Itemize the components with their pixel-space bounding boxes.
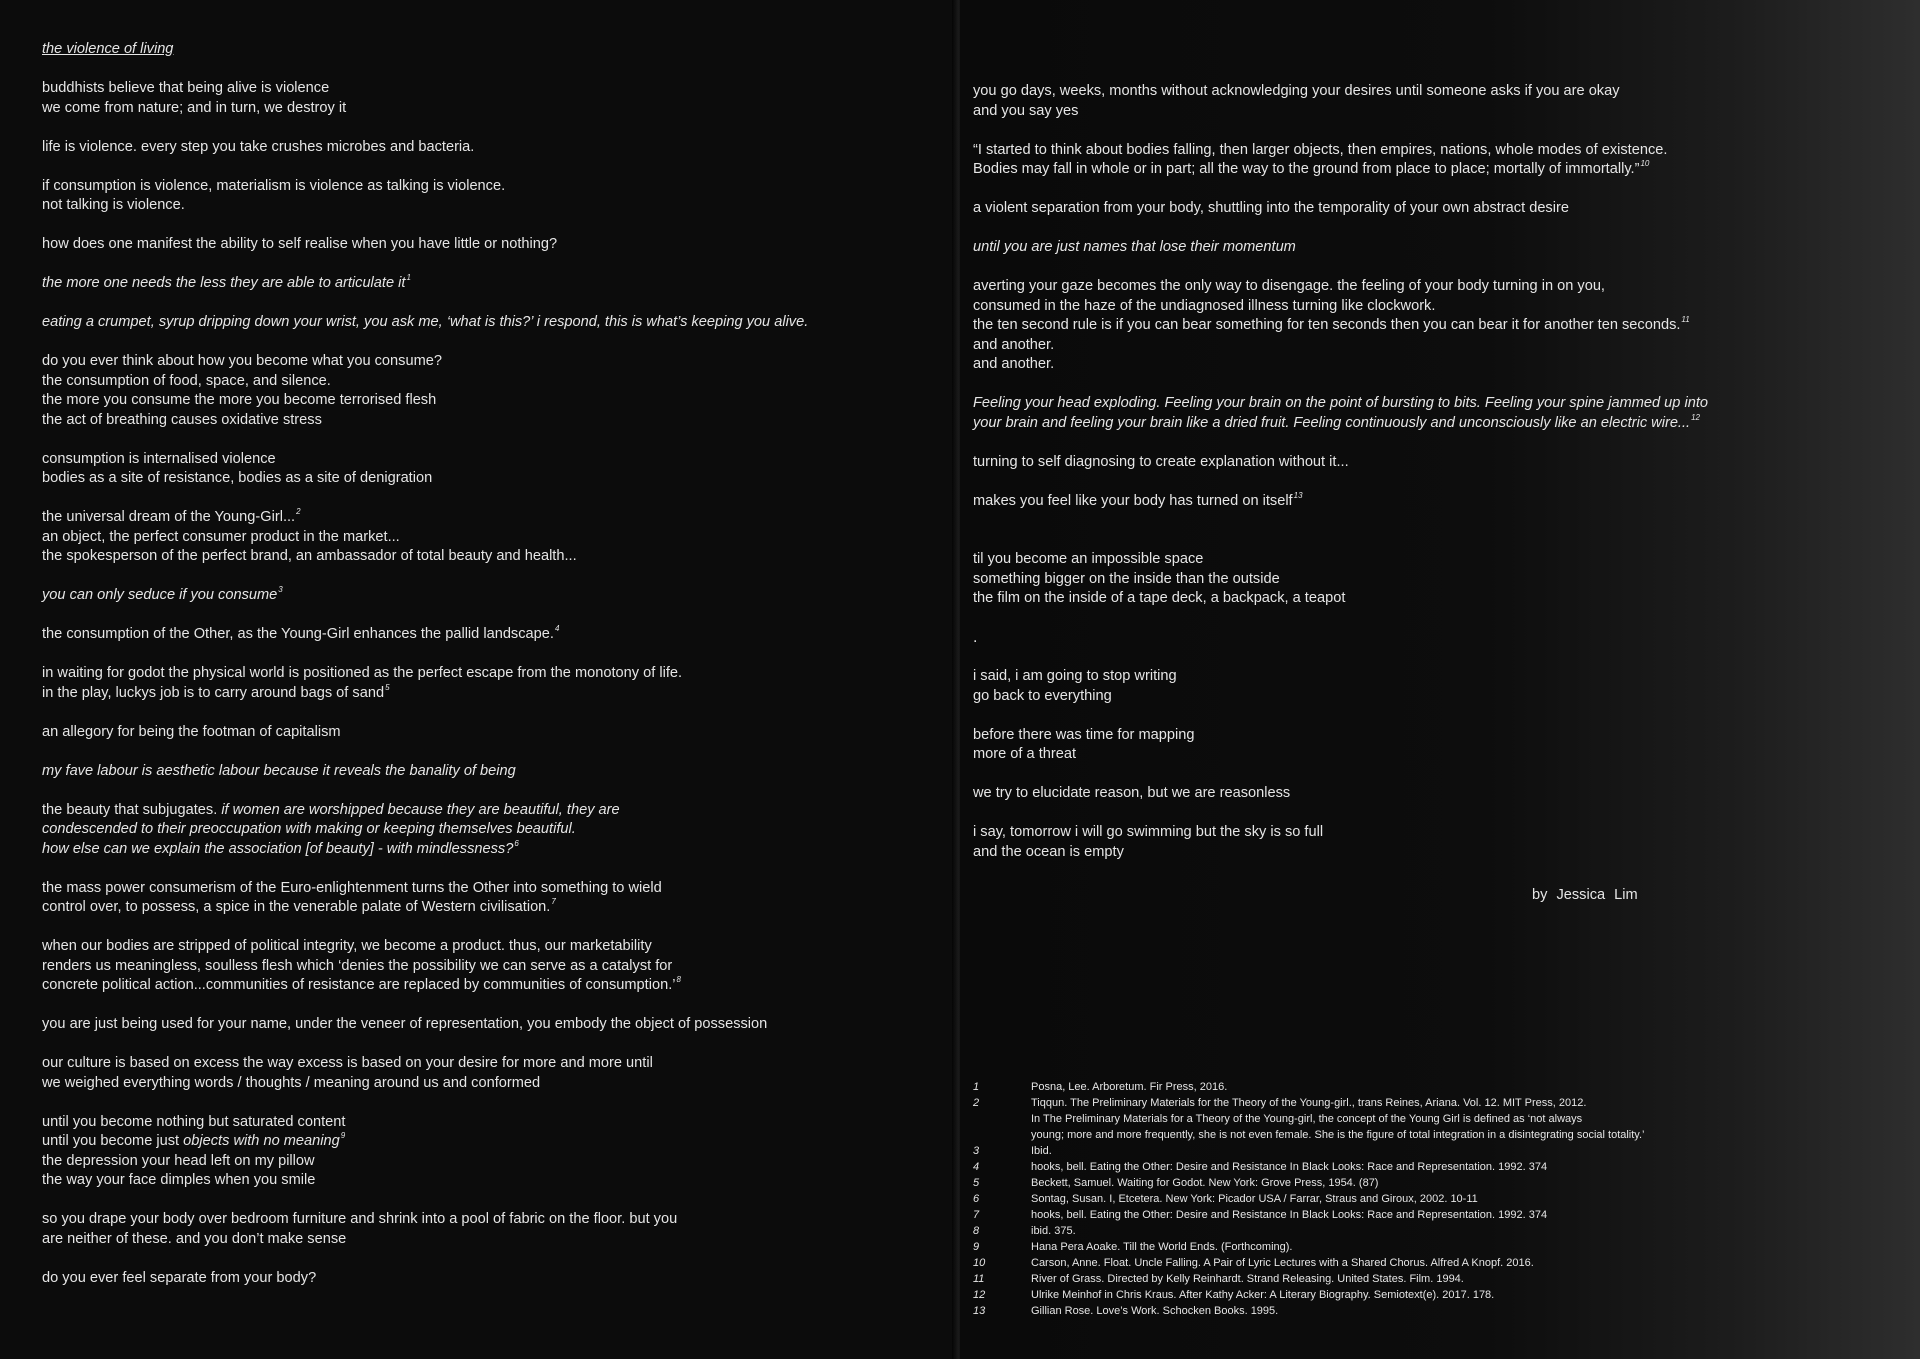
footnote-text: Tiqqun. The Preliminary Materials for the Theory of the Young-girl., trans Reines, Ariana. Vol. 12. MIT Press, 2012.	[1031, 1097, 1587, 1109]
stanza-2	[42, 138, 942, 158]
line: something bigger on the inside than the outside	[973, 570, 1280, 587]
footnote-ref: 11	[1681, 315, 1690, 324]
footnote-ref: 7	[551, 897, 556, 906]
footnote-ref: 12	[1691, 412, 1701, 422]
footnote-item	[973, 1159, 1873, 1175]
line-text: the ten second rule is if you can bear something for ten seconds then you can bear it for another ten seconds.	[973, 317, 1681, 333]
stanza-16	[42, 879, 942, 918]
line	[42, 508, 942, 528]
stanza-22	[42, 1269, 942, 1289]
line: the film on the inside of a tape deck, a backpack, a teapot	[973, 590, 1346, 606]
line: do you ever think about how you become what you consume?	[42, 353, 442, 369]
footnote-item	[973, 1143, 1873, 1159]
line-text: in the play, luckys job is to carry around bags of sand	[42, 684, 385, 701]
footnote-ref: 1	[406, 273, 411, 282]
line: the spokesperson of the perfect brand, an ambassador of total beauty and health...	[42, 548, 577, 564]
line: consumed in the haze of the undiagnosed illness turning like clockwork.	[973, 297, 1436, 314]
footnote-text: Posna, Lee. Arboretum. Fir Press, 2016.	[1031, 1081, 1228, 1093]
line: Feeling your head exploding. Feeling your brain on the point of bursting to bits. Feeling your spine jammed up into	[973, 395, 1708, 411]
line: i said, i am going to stop writing	[973, 668, 1177, 684]
footnote-text: Hana Pera Aoake. Till the World Ends. (Forthcoming).	[1031, 1241, 1293, 1253]
line: the act of breathing causes oxidative stress	[42, 411, 322, 428]
line: and another.	[973, 356, 1055, 372]
line: go back to everything	[973, 687, 1112, 704]
stanza-r7	[973, 453, 1893, 473]
line	[42, 1132, 942, 1152]
line-text: the consumption of the Other, as the Young-Girl enhances the pallid landscape.	[42, 626, 554, 642]
line: in waiting for godot the physical world is positioned as the perfect escape from the monotony of life.	[42, 665, 683, 681]
footnote-text: hooks, bell. Eating the Other: Desire and Resistance In Black Looks: Race and Representation. 1992. 374	[1031, 1209, 1548, 1221]
line-text-italic: objects with no meaning	[183, 1133, 340, 1149]
footnote-text: Sontag, Susan. I, Etcetera. New York: Picador USA / Farrar, Straus and Giroux, 2002. 10-11	[1031, 1193, 1478, 1205]
stanza-3	[42, 177, 942, 216]
line: we weighed everything words / thoughts / meaning around us and conformed	[42, 1074, 541, 1091]
line: an allegory for being the footman of capitalism	[42, 723, 341, 740]
stanza-r2	[973, 141, 1893, 180]
footnote-text: ibid. 375.	[1031, 1225, 1076, 1237]
line-text: the more one needs the less they are able to articulate it	[42, 275, 406, 291]
stanza-1	[42, 79, 942, 118]
footnote-number: 8	[973, 1225, 980, 1237]
line	[42, 898, 942, 918]
left-column	[42, 40, 942, 1308]
stanza-6	[42, 313, 942, 333]
stanza-r6	[973, 394, 1893, 433]
footnote-item	[973, 1207, 1873, 1223]
footnote-item	[973, 1271, 1873, 1287]
right-column	[973, 82, 1893, 882]
line: we try to elucidate reason, but we are reasonless	[973, 785, 1291, 801]
stanza-13	[42, 723, 942, 743]
footnote-ref: 10	[1640, 159, 1650, 168]
stanza-15	[42, 801, 942, 860]
stanza-19	[42, 1054, 942, 1093]
line	[42, 976, 942, 996]
stanza-17	[42, 937, 942, 996]
footnote-ref: 6	[514, 838, 519, 848]
stanza-7	[42, 352, 942, 430]
stanza-8	[42, 450, 942, 489]
footnote-ref: 3	[278, 585, 283, 594]
line: eating a crumpet, syrup dripping down your wrist, you ask me, ‘what is this?’ i respond, this is what’s keeping you alive.	[42, 314, 809, 330]
stanza-5	[42, 274, 942, 294]
line-text: the universal dream of the Young-Girl...	[42, 509, 296, 525]
footnote-text: young; more and more frequently, she is not even female. She is the figure of total integration in a disintegrating social totality.’	[1031, 1129, 1645, 1141]
footnote-item	[973, 1191, 1873, 1207]
stanza-r3	[973, 199, 1893, 219]
line: i say, tomorrow i will go swimming but the sky is so full	[973, 824, 1324, 840]
line: turning to self diagnosing to create explanation without it...	[973, 453, 1349, 470]
line: we come from nature; and in turn, we destroy it	[42, 99, 347, 116]
line: are neither of these. and you don’t make sense	[42, 1230, 347, 1247]
line	[42, 801, 942, 821]
blank-line	[973, 648, 1893, 668]
footnote-text: In The Preliminary Materials for a Theory of the Young-girl, the concept of the Young Girl is defined as ‘not always	[1031, 1113, 1583, 1125]
line: not talking is violence.	[42, 197, 185, 213]
line-text-italic: if women are worshipped because they are beautiful, they are	[221, 801, 620, 818]
footnote-ref: 9	[340, 1131, 346, 1140]
line: life is violence. every step you take crushes microbes and bacteria.	[42, 138, 475, 155]
line-text: how else can we explain the association [of beauty] - with mindlessness?	[42, 840, 514, 857]
footnote-item	[973, 1303, 1873, 1319]
line: and another.	[973, 336, 1055, 353]
section-dot: .	[973, 629, 978, 646]
stanza-10	[42, 586, 942, 606]
line	[973, 316, 1893, 336]
footnote-number: 11	[973, 1273, 985, 1285]
line-text: you can only seduce if you consume	[42, 587, 278, 603]
line: and you say yes	[973, 102, 1079, 119]
footnote-item	[973, 1175, 1873, 1191]
footnote-text: Beckett, Samuel. Waiting for Godot. New York: Grove Press, 1954. (87)	[1031, 1177, 1379, 1189]
footnote-text: Ulrike Meinhof in Chris Kraus. After Kathy Acker: A Literary Biography. Semiotext(e). 2017. 178.	[1031, 1289, 1495, 1301]
line	[973, 492, 1893, 512]
line: the more you consume the more you become terrorised flesh	[42, 392, 437, 408]
stanza-r12	[973, 784, 1893, 804]
line-text: control over, to possess, a spice in the venerable palate of Western civilisation.	[42, 899, 551, 915]
line: condescended to their preoccupation with making or keeping themselves beautiful.	[42, 821, 576, 837]
footnote-text: Carson, Anne. Float. Uncle Falling. A Pair of Lyric Lectures with a Shared Chorus. Alfred A Knopf. 2016.	[1031, 1257, 1534, 1269]
left-page	[0, 0, 955, 1359]
line: more of a threat	[973, 746, 1077, 762]
blank-line	[973, 531, 1893, 551]
footnote-text: River of Grass. Directed by Kelly Reinhardt. Strand Releasing. United States. Film. 1994.	[1031, 1273, 1464, 1285]
footnote-number: 5	[973, 1177, 980, 1189]
footnote-number: 7	[973, 1209, 980, 1221]
line: buddhists believe that being alive is violence	[42, 80, 330, 96]
line	[42, 625, 942, 645]
line: until you become nothing but saturated content	[42, 1113, 346, 1130]
line: renders us meaningless, soulless flesh which ‘denies the possibility we can serve as a catalyst for	[42, 957, 673, 974]
line: when our bodies are stripped of political integrity, we become a product. thus, our marketability	[42, 938, 652, 954]
stanza-12	[42, 664, 942, 703]
line: til you become an impossible space	[973, 551, 1204, 567]
stanza-r9	[973, 550, 1893, 609]
line: and the ocean is empty	[973, 843, 1124, 860]
poem-title: the violence of living	[42, 41, 174, 57]
stanza-r11	[973, 726, 1893, 765]
line-text: your brain and feeling your brain like a dried fruit. Feeling continuously and unconsciously like an electric wire...	[973, 414, 1691, 431]
line-text: Bodies may fall in whole or in part; all the way to the ground from place to place; mortally of immortally.”	[973, 161, 1640, 177]
footnote-item	[973, 1095, 1873, 1111]
footnote-number: 13	[973, 1305, 986, 1317]
line	[42, 274, 942, 294]
stanza-r4	[973, 238, 1893, 258]
line	[973, 414, 1893, 434]
stanza-4	[42, 235, 942, 255]
line: you are just being used for your name, under the veneer of representation, you embody the object of possession	[42, 1016, 768, 1032]
line: averting your gaze becomes the only way to disengage. the feeling of your body turning in on you,	[973, 278, 1605, 294]
line: a violent separation from your body, shuttling into the temporality of your own abstract desire	[973, 200, 1569, 216]
footnote-ref: 5	[385, 682, 390, 692]
footnote-text: Gillian Rose. Love’s Work. Schocken Books. 1995.	[1031, 1305, 1279, 1317]
line: bodies as a site of resistance, bodies as a site of denigration	[42, 470, 433, 486]
stanza-20	[42, 1113, 942, 1191]
footnote-item	[973, 1287, 1873, 1303]
stanza-18	[42, 1015, 942, 1035]
footnote-number: 3	[973, 1145, 980, 1157]
footnote-number: 10	[973, 1257, 986, 1269]
footnote-number: 6	[973, 1193, 980, 1205]
stanza-r10	[973, 667, 1893, 706]
footnote-number: 9	[973, 1241, 980, 1253]
footnote-number: 12	[973, 1289, 986, 1301]
line	[42, 840, 942, 860]
line: until you are just names that lose their momentum	[973, 239, 1296, 255]
line: how does one manifest the ability to self realise when you have little or nothing?	[42, 236, 558, 252]
footnote-item	[973, 1079, 1873, 1095]
line-text: concrete political action...communities of resistance are replaced by communities of consumption.’	[42, 977, 676, 993]
stanza-r5	[973, 277, 1893, 375]
footnote-ref: 2	[296, 507, 301, 516]
footnote-number: 2	[973, 1097, 980, 1109]
footnotes-list	[973, 1079, 1873, 1319]
line-text: the beauty that subjugates.	[42, 801, 222, 818]
stanza-21	[42, 1210, 942, 1249]
line: my fave labour is aesthetic labour because it reveals the banality of being	[42, 762, 516, 779]
line: the mass power consumerism of the Euro-enlightenment turns the Other into something to wield	[42, 879, 662, 896]
stanza-r1	[973, 82, 1893, 121]
line: you go days, weeks, months without acknowledging your desires until someone asks if you are okay	[973, 83, 1620, 99]
stanza-11	[42, 625, 942, 645]
line: do you ever feel separate from your body?	[42, 1269, 317, 1286]
author-byline: by Jessica Lim	[1532, 887, 1638, 903]
footnote-number: 1	[973, 1081, 980, 1093]
line: the depression your head left on my pillow	[42, 1152, 315, 1169]
line: consumption is internalised violence	[42, 450, 276, 467]
line-text: makes you feel like your body has turned on itself	[973, 492, 1293, 509]
stanza-9	[42, 508, 942, 567]
footnote-item	[973, 1127, 1873, 1143]
line	[42, 586, 942, 606]
footnote-text: hooks, bell. Eating the Other: Desire and Resistance In Black Looks: Race and Representation. 1992. 374	[1031, 1161, 1548, 1173]
line: the way your face dimples when you smile	[42, 1172, 316, 1188]
footnote-item	[973, 1111, 1873, 1127]
line	[42, 684, 942, 704]
line: “I started to think about bodies falling, then larger objects, then empires, nations, whole modes of existence.	[973, 141, 1668, 158]
footnote-text: Ibid.	[1031, 1145, 1052, 1157]
stanza-r13	[973, 823, 1893, 862]
stanza-14	[42, 762, 942, 782]
footnote-item	[973, 1239, 1873, 1255]
footnote-item	[973, 1223, 1873, 1239]
footnote-ref: 8	[676, 975, 681, 984]
line: an object, the perfect consumer product in the market...	[42, 528, 400, 545]
line-text: until you become just	[42, 1133, 184, 1149]
footnote-ref: 13	[1293, 490, 1303, 500]
line: if consumption is violence, materialism is violence as talking is violence.	[42, 177, 506, 194]
line: before there was time for mapping	[973, 726, 1195, 743]
line	[973, 160, 1893, 180]
line: so you drape your body over bedroom furniture and shrink into a pool of fabric on the floor. but you	[42, 1211, 678, 1227]
footnote-item	[973, 1255, 1873, 1271]
line: the consumption of food, space, and silence.	[42, 372, 331, 389]
footnote-ref: 4	[554, 624, 560, 633]
line: our culture is based on excess the way excess is based on your desire for more and more until	[42, 1055, 653, 1071]
stanza-r8	[973, 492, 1893, 512]
footnote-number: 4	[973, 1161, 980, 1173]
